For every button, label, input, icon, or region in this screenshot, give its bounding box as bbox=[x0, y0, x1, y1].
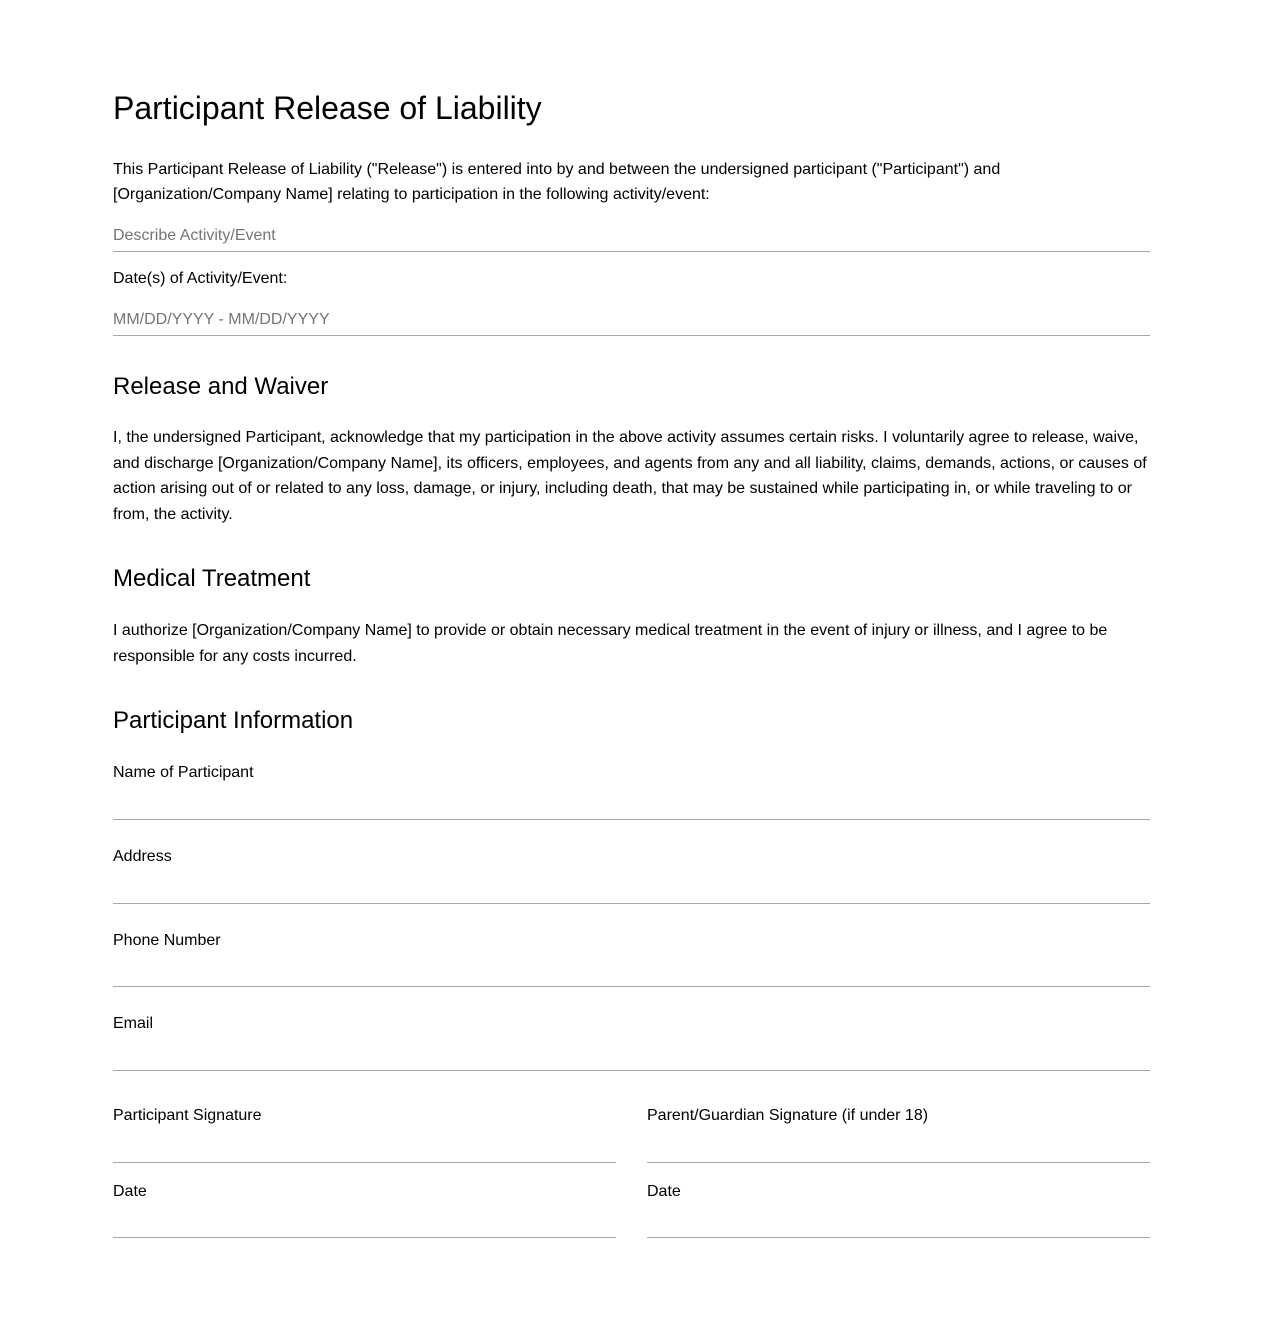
guardian-signature-label: Parent/Guardian Signature (if under 18) bbox=[647, 1107, 929, 1124]
participant-signature-input[interactable] bbox=[113, 1132, 616, 1163]
participant-date-label: Date bbox=[113, 1183, 147, 1200]
phone-label: Phone Number bbox=[113, 932, 221, 949]
medical-treatment-text: I authorize [Organization/Company Name] to provide or obtain necessary medical treatment in the event of injury or illness, and I agree to be responsible for any costs incurred. bbox=[113, 622, 1108, 665]
participant-info-heading: Participant Information bbox=[113, 707, 354, 734]
dates-label: Date(s) of Activity/Event: bbox=[113, 270, 288, 287]
participant-signature-label: Participant Signature bbox=[113, 1107, 262, 1124]
email-label: Email bbox=[113, 1015, 154, 1032]
activity-dates-input[interactable] bbox=[113, 305, 1150, 336]
email-input[interactable] bbox=[113, 1040, 1150, 1071]
guardian-date-input[interactable] bbox=[647, 1207, 1150, 1238]
release-waiver-text: I, the undersigned Participant, acknowledge that my participation in the above activity assumes certain risks. I voluntarily agree to release, waive, and discharge [Organization/Company Name], its officers, employees, and agents from any and all liability, claims, demands, actions, or causes of action arising out of or related to any loss, damage, or injury, including death, that may be sustained while participating in, or while traveling to or from, the activity. bbox=[113, 429, 1147, 523]
address-input[interactable] bbox=[113, 873, 1150, 904]
release-waiver-heading: Release and Waiver bbox=[113, 373, 329, 400]
guardian-signature-input[interactable] bbox=[647, 1132, 1150, 1163]
name-label: Name of Participant bbox=[113, 764, 254, 781]
participant-name-input[interactable] bbox=[113, 789, 1150, 820]
intro-paragraph: This Participant Release of Liability ("Release") is entered into by and between the undersigned participant ("Participant") and [Organization/Company Name] relating to participation in the following activity/event: bbox=[113, 161, 1001, 203]
activity-description-input[interactable] bbox=[113, 221, 1150, 252]
medical-treatment-heading: Medical Treatment bbox=[113, 565, 311, 592]
phone-input[interactable] bbox=[113, 956, 1150, 987]
participant-date-input[interactable] bbox=[113, 1207, 616, 1238]
page-title: Participant Release of Liability bbox=[113, 90, 542, 126]
guardian-date-label: Date bbox=[647, 1183, 681, 1200]
address-label: Address bbox=[113, 848, 172, 865]
